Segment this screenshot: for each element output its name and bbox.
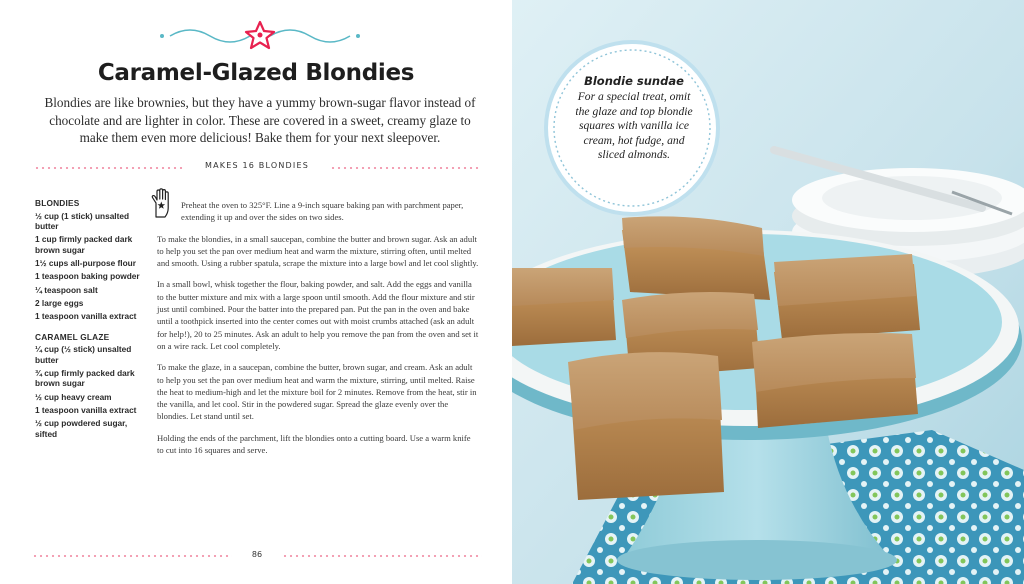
directions — [157, 199, 479, 465]
direction-step: Holding the ends of the parchment, lift the blondies onto a cutting board. Use a warm knife to cut into 16 squares and serve. — [157, 432, 471, 456]
sidebar-tip — [572, 74, 696, 163]
ingredient-item: 1 teaspoon baking powder — [35, 271, 140, 282]
blondie-square — [622, 216, 770, 300]
ingredient-item: ½ cup (1 stick) unsalted butter — [35, 210, 130, 232]
ingredient-item: ¼ teaspoon salt — [35, 284, 98, 295]
ingredient-item: ¾ cup firmly packed dark brown sugar — [35, 367, 135, 389]
yield-label: MAKES 16 BLONDIES — [204, 161, 309, 170]
ingredient-item: ½ cup heavy cream — [35, 391, 112, 402]
ingredient-item: 1 cup firmly packed dark brown sugar — [35, 234, 133, 255]
ingredient-group-caramel-glaze — [35, 332, 145, 440]
sidebar-body: For a special treat, omit the glaze and top blondie squares with vanilla ice cream, hot fudge, and sliced almonds. — [575, 90, 693, 162]
ingredient-group-heading: CARAMEL GLAZE — [35, 331, 110, 342]
direction-step: To make the glaze, in a saucepan, combine the butter, brown sugar, and cream. Ask an adult to help you set the pan over medium heat and warm the mixture, stirring, until melted. Raise the heat to medium-high and let the mixture boil for 2 minutes. Remove from the heat, stir in the vanilla, and let cool. Stir in the powdered sugar. Spread the glaze evenly over the blondies. Let stand until set. — [157, 362, 477, 422]
direction-step: Preheat the oven to 325°F. Line a 9-inch square baking pan with parchment paper, extending it up and over the sides on two sides. — [181, 200, 464, 223]
star-icon — [140, 20, 380, 50]
ingredient-list — [35, 198, 145, 442]
page-number: 86 — [251, 550, 263, 559]
ingredient-group-blondies — [35, 198, 145, 322]
page-footer — [32, 548, 482, 564]
ingredient-item: 2 large eggs — [35, 297, 84, 308]
ingredient-item: 1½ cups all-purpose flour — [35, 258, 136, 269]
direction-step: In a small bowl, whisk together the flour, baking powder, and salt. Add the eggs and vanilla to the butter mixture and mix with a large spoon until smooth. Add the flour mixture and stir just until combined. Pour the batter into the prepared pan. Put the pan in the oven and bake until a toothpick inserted into the center comes out with moist crumbs attached (ask an adult for help!), 20 to 25 minutes. Ask an adult to help you remove the pan from the oven and set it on a wire rack. Let cool completely. — [157, 279, 479, 351]
direction-step: To make the blondies, in a small saucepan, combine the butter and brown sugar. Ask an adult to help you set the pan over medium heat and warm the mixture, stirring often, until melted and smooth. Using a rubber spatula, scrape the mixture into a large bowl and let cool slightly. — [157, 233, 479, 269]
ingredient-group-heading: BLONDIES — [35, 198, 80, 208]
recipe-intro: Blondies are like brownies, but they have a yummy brown-sugar flavor instead of chocolate and are lighter in color. These are covered in a sweet, creamy glaze to make them even more delicious! Bake them for your next sleepover. — [44, 95, 476, 145]
yield-row — [34, 160, 480, 176]
sidebar-title: Blondie sundae — [584, 74, 684, 88]
ingredient-item: ½ cup powdered sugar, sifted — [35, 418, 128, 439]
divider-dots — [330, 167, 480, 169]
recipe-title: Caramel-Glazed Blondies — [97, 60, 415, 86]
ingredient-item: 1 teaspoon vanilla extract — [35, 310, 137, 321]
divider-dots — [282, 555, 482, 557]
ingredient-item: ¼ cup (½ stick) unsalted butter — [35, 344, 132, 365]
ingredient-item: 1 teaspoon vanilla extract — [35, 404, 137, 415]
